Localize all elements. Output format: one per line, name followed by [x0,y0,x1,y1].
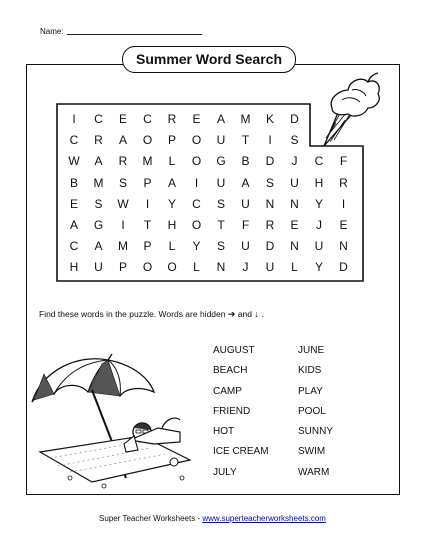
grid-letter[interactable]: L [193,260,200,275]
grid-letter[interactable]: A [94,154,103,169]
grid-letter[interactable]: R [339,175,348,190]
grid-letter[interactable]: R [167,112,177,126]
word-list-item: HOT [213,426,235,438]
beach-umbrella-illustration [30,340,200,490]
grid-letter[interactable]: N [339,239,348,254]
grid-letter[interactable]: S [118,175,127,190]
grid-letter[interactable]: S [94,196,103,211]
grid-letter[interactable]: O [191,154,202,169]
word-list-item: AUGUST [213,345,255,356]
word-list-item: KIDS [298,365,322,377]
grid-letter[interactable]: M [93,175,104,190]
word-list-item: POOL [298,405,326,417]
grid-letter[interactable]: F [339,154,348,169]
grid-letter[interactable]: N [290,196,299,211]
footer-link[interactable]: www.superteacherworksheets.com [202,514,326,523]
grid-letter[interactable]: L [168,239,176,254]
word-list-item: JULY [213,466,237,478]
grid-letter[interactable]: T [143,218,152,232]
grid-letter[interactable]: T [241,133,250,148]
grid-letter[interactable]: N [290,239,299,254]
grid-letter[interactable]: M [142,154,153,169]
grid-letter[interactable]: O [191,133,202,148]
grid-letter[interactable]: O [142,133,153,148]
grid-letter[interactable]: L [291,260,298,275]
grid-letter[interactable]: S [290,133,299,148]
grid-letter[interactable]: U [241,196,250,211]
grid-letter[interactable]: P [143,239,152,254]
name-label: Name: [40,27,64,36]
grid-letter[interactable]: N [265,196,275,211]
grid-letter[interactable]: M [240,112,251,126]
worksheet-title: Summer Word Search [122,46,296,73]
grid-letter[interactable]: E [339,218,348,232]
grid-letter[interactable]: A [69,218,78,232]
instructions-end: . [261,309,264,319]
grid-letter[interactable]: E [69,196,78,211]
grid-letter[interactable]: I [72,112,76,126]
grid-letter[interactable]: M [118,239,128,254]
word-list-item: CAMP [213,385,242,397]
grid-letter[interactable]: U [216,175,226,190]
word-list-item: PLAY [298,385,323,397]
grid-letter[interactable]: J [291,154,298,169]
grid-letter[interactable]: C [314,154,324,169]
grid-letter[interactable]: D [290,112,299,126]
grid-letter[interactable]: D [265,154,275,169]
grid-letter[interactable]: I [268,133,272,148]
word-list-column-2 [298,344,388,486]
word-list-item: WARM [298,466,330,478]
grid-letter[interactable]: W [68,154,80,169]
instructions-text: Find these words in the puzzle. Words are hidden [39,309,226,319]
grid-letter[interactable]: A [94,239,103,254]
grid-letter[interactable]: R [94,133,103,148]
grid-letter[interactable]: E [192,112,201,126]
grid-letter[interactable]: G [216,154,226,169]
grid-letter[interactable]: A [167,175,176,190]
grid-letter[interactable]: C [143,112,152,126]
grid-letter[interactable]: D [265,239,275,254]
grid-letter[interactable]: H [167,218,177,232]
grid-letter[interactable]: I [341,196,346,211]
grid-letter[interactable]: B [241,154,250,169]
grid-letter[interactable]: O [191,218,202,232]
grid-letter[interactable]: S [216,239,225,254]
grid-letter[interactable]: C [94,112,103,126]
word-list-item: JUNE [298,345,325,356]
grid-letter[interactable]: H [314,175,324,190]
grid-letter[interactable]: I [121,218,125,232]
word-list-item: FRIEND [213,405,251,417]
footer-text: Super Teacher Worksheets - [99,514,203,523]
grid-letter[interactable]: O [142,260,153,275]
grid-letter[interactable]: C [69,133,79,148]
word-list-item: SUNNY [298,426,334,438]
grid-letter[interactable]: C [192,196,201,211]
grid-letter[interactable]: S [265,175,274,190]
grid-letter[interactable]: Y [314,260,323,275]
grid-letter[interactable]: A [241,175,250,190]
grid-letter[interactable]: D [339,260,348,275]
grid-letter[interactable]: O [167,260,177,275]
grid-letter[interactable]: U [314,239,324,254]
grid-letter[interactable]: W [117,196,129,211]
grid-letter[interactable]: J [316,218,322,232]
grid-letter[interactable]: I [145,196,150,211]
grid-letter[interactable]: G [93,218,104,232]
ice-cream-cone-icon [320,68,382,148]
grid-letter[interactable]: U [216,133,226,148]
grid-letter[interactable]: T [217,218,225,232]
down-arrow-icon: ↓ [254,309,259,319]
grid-letter[interactable]: Y [167,196,176,211]
grid-letter[interactable]: P [167,133,176,148]
grid-letter[interactable]: B [69,175,78,190]
grid-letter[interactable]: S [216,196,225,211]
word-list-item: SWIM [298,446,326,458]
grid-letter[interactable]: R [118,154,128,169]
grid-letter[interactable]: A [118,133,127,148]
grid-letter[interactable]: J [242,260,249,275]
grid-letter[interactable]: P [143,175,152,190]
grid-letter[interactable]: C [69,239,79,254]
grid-letter[interactable]: I [194,175,199,190]
word-list-item: ICE CREAM [213,446,269,458]
grid-letter[interactable]: K [265,112,274,126]
grid-letter[interactable]: P [118,260,127,275]
grid-letter[interactable]: N [216,260,226,275]
grid-letter[interactable]: A [216,112,225,126]
instructions [39,309,264,320]
grid-letter[interactable]: Y [192,239,201,254]
grid-letter[interactable]: F [241,218,250,232]
grid-letter[interactable]: E [118,112,127,126]
footer [0,514,425,523]
grid-letter[interactable]: R [265,218,275,232]
grid-letter[interactable]: U [290,175,299,190]
grid-letter[interactable]: E [290,218,299,232]
grid-letter[interactable]: H [69,260,79,275]
grid-letter[interactable]: U [94,260,103,275]
instructions-and: and [237,309,252,319]
right-arrow-icon: ➔ [227,309,236,319]
grid-letter[interactable]: L [168,154,176,169]
grid-letter[interactable]: Y [314,196,323,211]
word-list-column-1 [213,344,303,486]
grid-letter[interactable]: U [241,239,250,254]
word-list-item: BEACH [213,365,248,377]
grid-letter[interactable]: U [265,260,275,275]
